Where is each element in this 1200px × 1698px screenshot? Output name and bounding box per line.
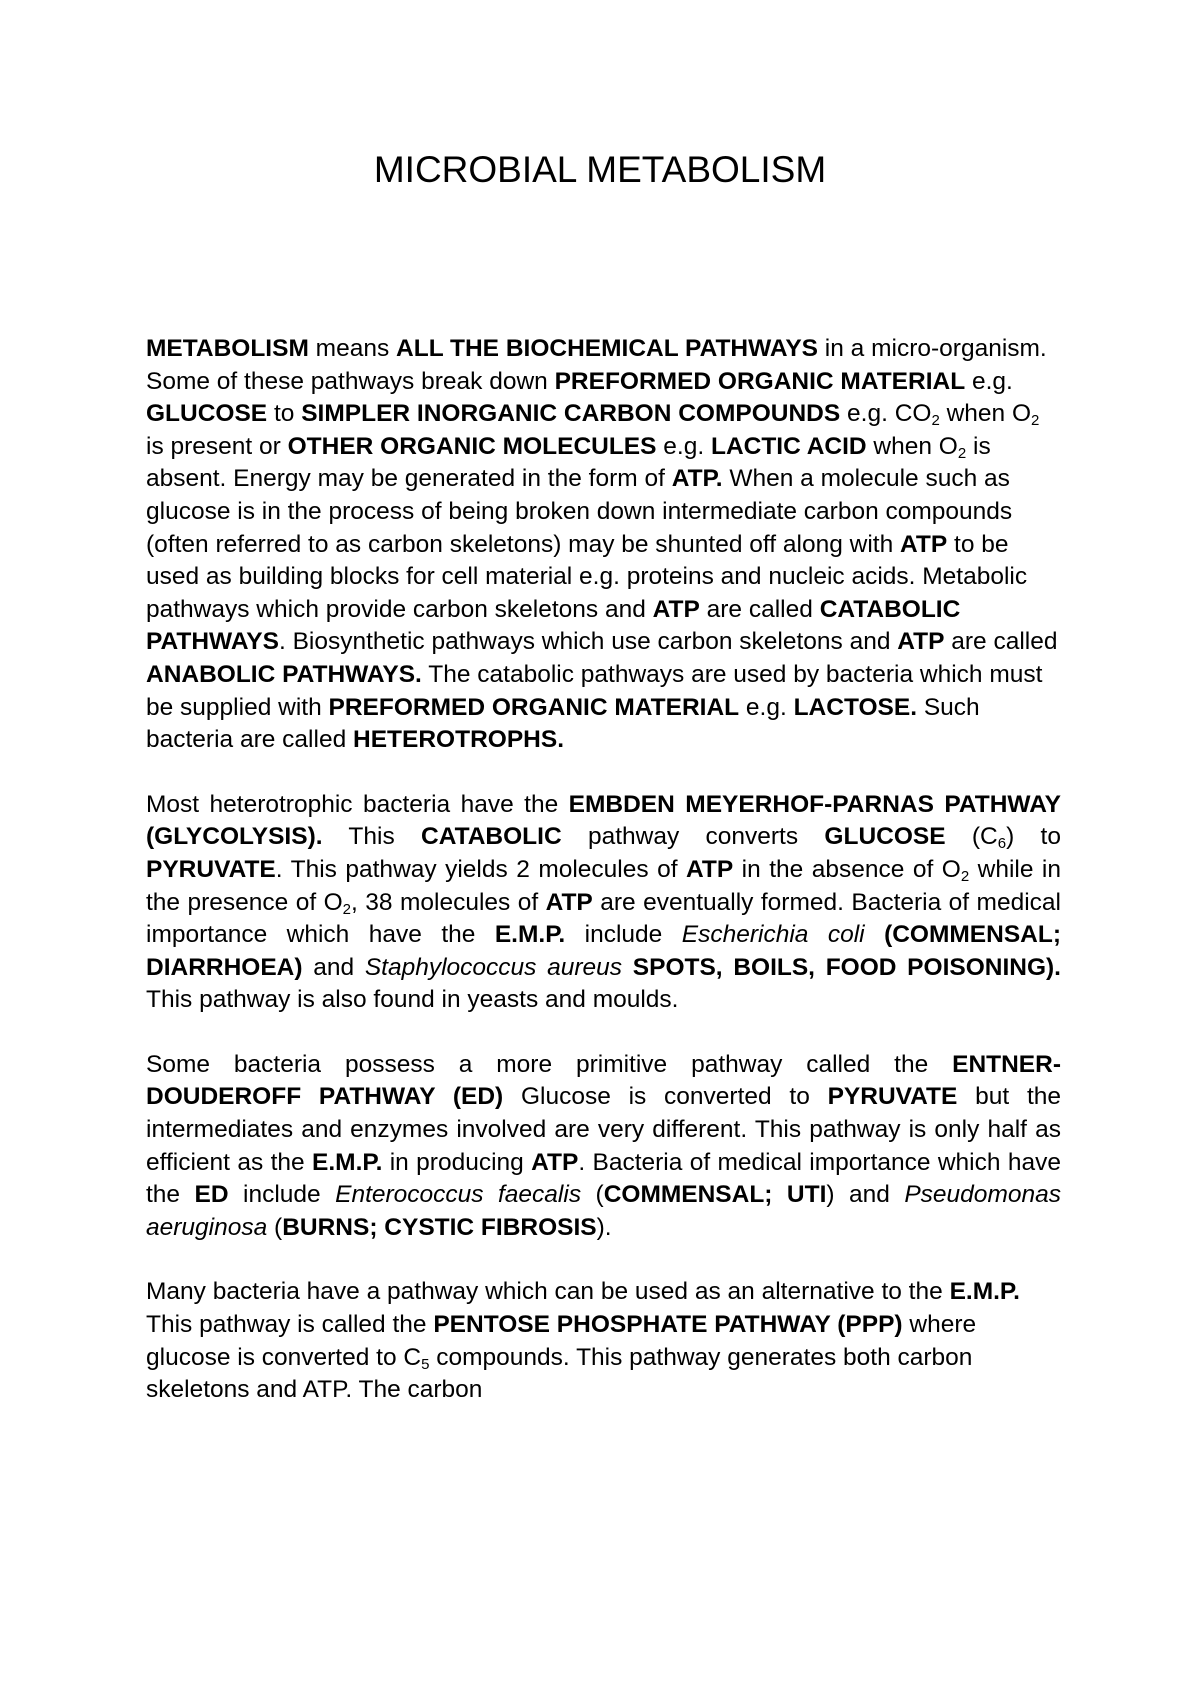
text-run: This pathway is called the xyxy=(146,1311,434,1339)
bold-text: ANABOLIC PATHWAYS. xyxy=(146,660,422,688)
bold-text: SIMPLER INORGANIC CARBON COMPOUNDS xyxy=(301,400,841,428)
text-run: when O xyxy=(866,432,958,460)
bold-text: ED xyxy=(194,1181,229,1209)
bold-text: (COMMENSAL; DIARRHOEA) xyxy=(146,921,1061,981)
text-run: include xyxy=(565,921,682,949)
text-run: to be used as building blocks for cell material e.g. proteins and nucleic acids. Metabolic pathways which provide carbon skeletons and xyxy=(146,530,1028,623)
bold-text: LACTOSE. xyxy=(793,693,918,721)
bold-text: LACTIC ACID xyxy=(710,432,867,460)
bold-text: SPOTS, BOILS, FOOD POISONING). xyxy=(632,953,1061,981)
text-run: but the intermediates and enzymes involved are very different. This pathway is only half as efficient as the xyxy=(146,1083,1062,1176)
bold-text: CATABOLIC xyxy=(421,823,562,851)
text-run: are eventually formed. Bacteria of medical importance which have the xyxy=(146,888,1061,949)
text-run: Most heterotrophic bacteria have the xyxy=(146,790,569,818)
paragraph-pentose-phosphate-pathway xyxy=(146,1276,1061,1406)
text-run: Such bacteria are called xyxy=(146,693,980,754)
bold-text: ATP xyxy=(545,888,593,916)
text-run: when O xyxy=(939,400,1032,428)
subscript-text: 2 xyxy=(931,412,940,430)
bold-text: ATP xyxy=(900,530,948,558)
text-run: in producing xyxy=(382,1148,532,1176)
bold-text: ATP xyxy=(897,628,945,656)
bold-text: PYRUVATE xyxy=(146,855,276,883)
text-run: Some bacteria possess a more primitive pathway called the xyxy=(146,1050,953,1078)
text-run: ) and xyxy=(826,1181,905,1209)
text-run: Many bacteria have a pathway which can be used as an alternative to the xyxy=(146,1278,950,1306)
paragraph-emp-pathway xyxy=(146,789,1061,1017)
bold-text: EMBDEN MEYERHOF-PARNAS PATHWAY (GLYCOLYSIS). xyxy=(146,790,1061,851)
italic-text: Enterococcus faecalis xyxy=(335,1181,582,1209)
text-run: are called xyxy=(699,595,820,623)
bold-text: GLUCOSE xyxy=(824,823,946,851)
subscript-text: 6 xyxy=(997,835,1007,853)
text-run: compounds. This pathway generates both carbon skeletons and ATP. The carbon xyxy=(146,1343,973,1404)
subscript-text: 2 xyxy=(957,444,967,462)
text-run: Glucose is converted to xyxy=(503,1083,828,1111)
text-run: ) to xyxy=(1006,823,1061,851)
bold-text: OTHER ORGANIC MOLECULES xyxy=(287,432,657,460)
text-run: is present or xyxy=(146,432,288,460)
text-run: e.g. xyxy=(739,693,794,721)
subscript-text: 2 xyxy=(342,900,352,918)
text-run: e.g. xyxy=(656,432,711,460)
italic-text: Staphylococcus aureus xyxy=(364,953,623,981)
text-run: in a micro-organism. Some of these pathways break down xyxy=(146,335,1047,395)
paragraph-ed-pathway xyxy=(146,1049,1061,1245)
text-run: while in the presence of O xyxy=(146,855,1062,916)
bold-text: HETEROTROPHS. xyxy=(353,726,565,754)
text-run xyxy=(622,954,633,981)
bold-text: E.M.P. xyxy=(494,921,566,949)
subscript-text: 2 xyxy=(1031,412,1040,430)
bold-text: COMMENSAL; UTI xyxy=(603,1181,827,1209)
text-run: This xyxy=(322,823,422,851)
paragraph-metabolism-definition xyxy=(146,333,1061,757)
text-run: include xyxy=(228,1181,336,1209)
bold-text: CATABOLIC PATHWAYS xyxy=(146,595,961,656)
bold-text: PENTOSE PHOSPHATE PATHWAY (PPP) xyxy=(433,1311,903,1339)
bold-text: BURNS; CYSTIC FIBROSIS xyxy=(282,1213,597,1241)
text-run: and xyxy=(302,953,365,981)
text-run: where glucose is converted to C xyxy=(146,1311,977,1371)
bold-text: ATP xyxy=(686,855,734,883)
bold-text: ATP. xyxy=(671,465,723,493)
subscript-text: 5 xyxy=(421,1355,430,1373)
text-run: ( xyxy=(581,1181,604,1209)
text-run: The catabolic pathways are used by bacteria which must be supplied with xyxy=(146,660,1043,721)
bold-text: ATP xyxy=(531,1148,579,1176)
bold-text: PYRUVATE xyxy=(827,1083,958,1111)
text-run: When a molecule such as glucose is in the process of being broken down intermediate carbon compounds (often referred to as carbon skeletons) may be shunted off along with xyxy=(146,465,1013,558)
text-run: (C xyxy=(945,823,998,851)
text-run: . This pathway yields 2 molecules of xyxy=(275,855,686,883)
bold-text: ENTNER-DOUDEROFF PATHWAY (ED) xyxy=(146,1050,1061,1111)
text-run: pathway converts xyxy=(561,823,825,851)
bold-text: ALL THE BIOCHEMICAL PATHWAYS xyxy=(396,335,818,362)
text-run: ). xyxy=(596,1213,612,1241)
text-run: to xyxy=(267,400,302,428)
text-run: , 38 molecules of xyxy=(351,888,546,916)
text-run: . Biosynthetic pathways which use carbon skeletons and xyxy=(278,628,898,656)
text-run: e.g. xyxy=(965,367,1013,395)
subscript-text: 2 xyxy=(960,867,970,885)
text-run: are called xyxy=(944,628,1058,656)
text-run: means xyxy=(308,335,397,362)
text-run: in the absence of O xyxy=(733,855,961,883)
bold-text: E.M.P. xyxy=(312,1148,383,1176)
text-run xyxy=(865,921,884,948)
bold-text: METABOLISM xyxy=(146,335,309,362)
text-run: This pathway is also found in yeasts and moulds. xyxy=(146,986,679,1014)
document-body xyxy=(146,333,1061,1439)
text-run: e.g. CO xyxy=(840,400,932,428)
italic-text: Pseudomonas aeruginosa xyxy=(146,1181,1061,1241)
bold-text: E.M.P. xyxy=(949,1278,1020,1306)
bold-text: ATP xyxy=(652,595,700,623)
document-title: MICROBIAL METABOLISM xyxy=(373,149,827,190)
bold-text: PREFORMED ORGANIC MATERIAL xyxy=(554,367,966,395)
bold-text: PREFORMED ORGANIC MATERIAL xyxy=(328,693,740,721)
bold-text: GLUCOSE xyxy=(146,400,268,428)
italic-text: Escherichia coli xyxy=(681,921,865,949)
text-run: . Bacteria of medical importance which have the xyxy=(146,1148,1061,1209)
text-run: is absent. Energy may be generated in the form of xyxy=(146,432,991,493)
text-run: ( xyxy=(267,1213,283,1241)
